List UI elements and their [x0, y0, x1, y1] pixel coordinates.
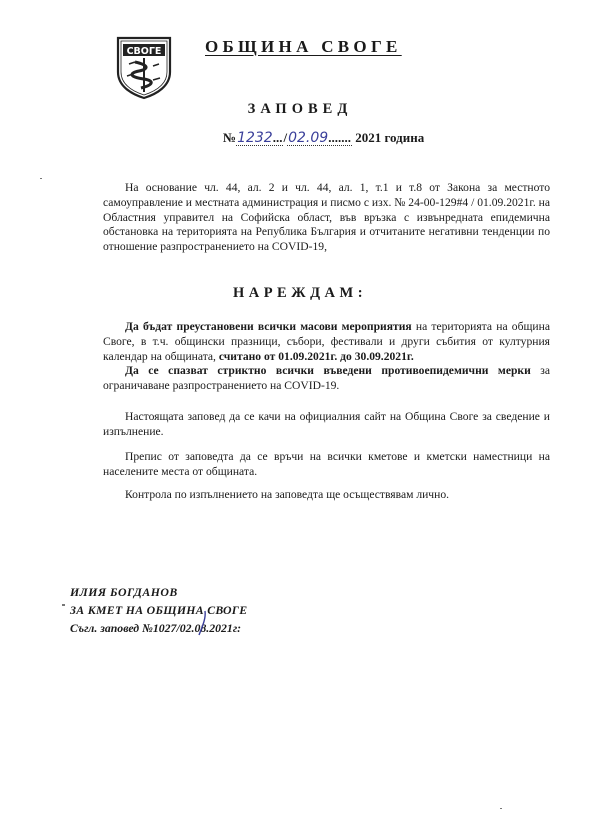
scan-speck — [40, 178, 42, 179]
handwritten-date: 02.09 — [288, 130, 329, 146]
item2-bold: Да се спазват стриктно всички въведени противоепидемични мерки — [125, 364, 531, 378]
year-suffix: 2021 година — [355, 130, 425, 145]
item1-bold: Да бъдат преустановени всички масови мероприятия — [125, 320, 412, 333]
number-separator: / — [283, 130, 288, 145]
handwritten-number: 1232 — [237, 130, 273, 146]
item1-dates: считано от 01.09.2021г. до 30.09.2021г. — [218, 349, 414, 363]
signatory-position: ЗА КМЕТ НА ОБЩИНА СВОГЕ — [70, 603, 248, 617]
directive-heading: НАРЕЖДАМ: — [232, 285, 368, 301]
signature-pen-mark-icon — [195, 610, 209, 636]
item1-text: на територията на община Своге, в т.ч. общински празници, събори, фестивали и други събития от културния календар на общината, — [103, 320, 550, 363]
item2-text: за ограничаване разпространението на COVID-19. — [103, 364, 550, 393]
publication-paragraph: Настоящата заповед да се качи на официалния сайт на Община Своге за сведение и изпълнение. — [103, 410, 550, 438]
municipality-title: ОБЩИНА СВОГЕ — [205, 37, 402, 56]
municipality-crest-icon — [115, 36, 173, 100]
scan-speck — [500, 808, 502, 809]
signatory-authority: Съгл. заповед №1027/02.08.2021г: — [70, 621, 242, 635]
directive-items — [103, 320, 550, 394]
crest-label: СВОГЕ — [126, 46, 162, 57]
distribution-paragraph: Препис от заповедта да се връчи на всички кметове и кметски наместници на населените места от общината. — [103, 450, 550, 478]
legal-basis-paragraph: На основание чл. 44, ал. 2 и чл. 44, ал. 1, т.1 и т.8 от Закона за местното самоуправление и местната администрация и писмо с изх. № 24-00-129#4 / 01.09.2021г. на Областния управител на Софийска област, във връзка с извънредната епидемична обстановка на територията на Република България и отчитаните негативни тенденции по отношение разпространението на COVID-19, — [103, 181, 550, 254]
control-paragraph: Контрола по изпълнението на заповедта ще осъществявам лично. — [125, 488, 450, 501]
order-number-line: №1232.../02.09....... 2021 година — [223, 130, 425, 146]
scan-speck — [62, 604, 65, 606]
number-prefix: № — [223, 130, 237, 145]
signatory-name: ИЛИЯ БОГДАНОВ — [70, 585, 178, 599]
order-title: ЗАПОВЕД — [247, 101, 353, 117]
